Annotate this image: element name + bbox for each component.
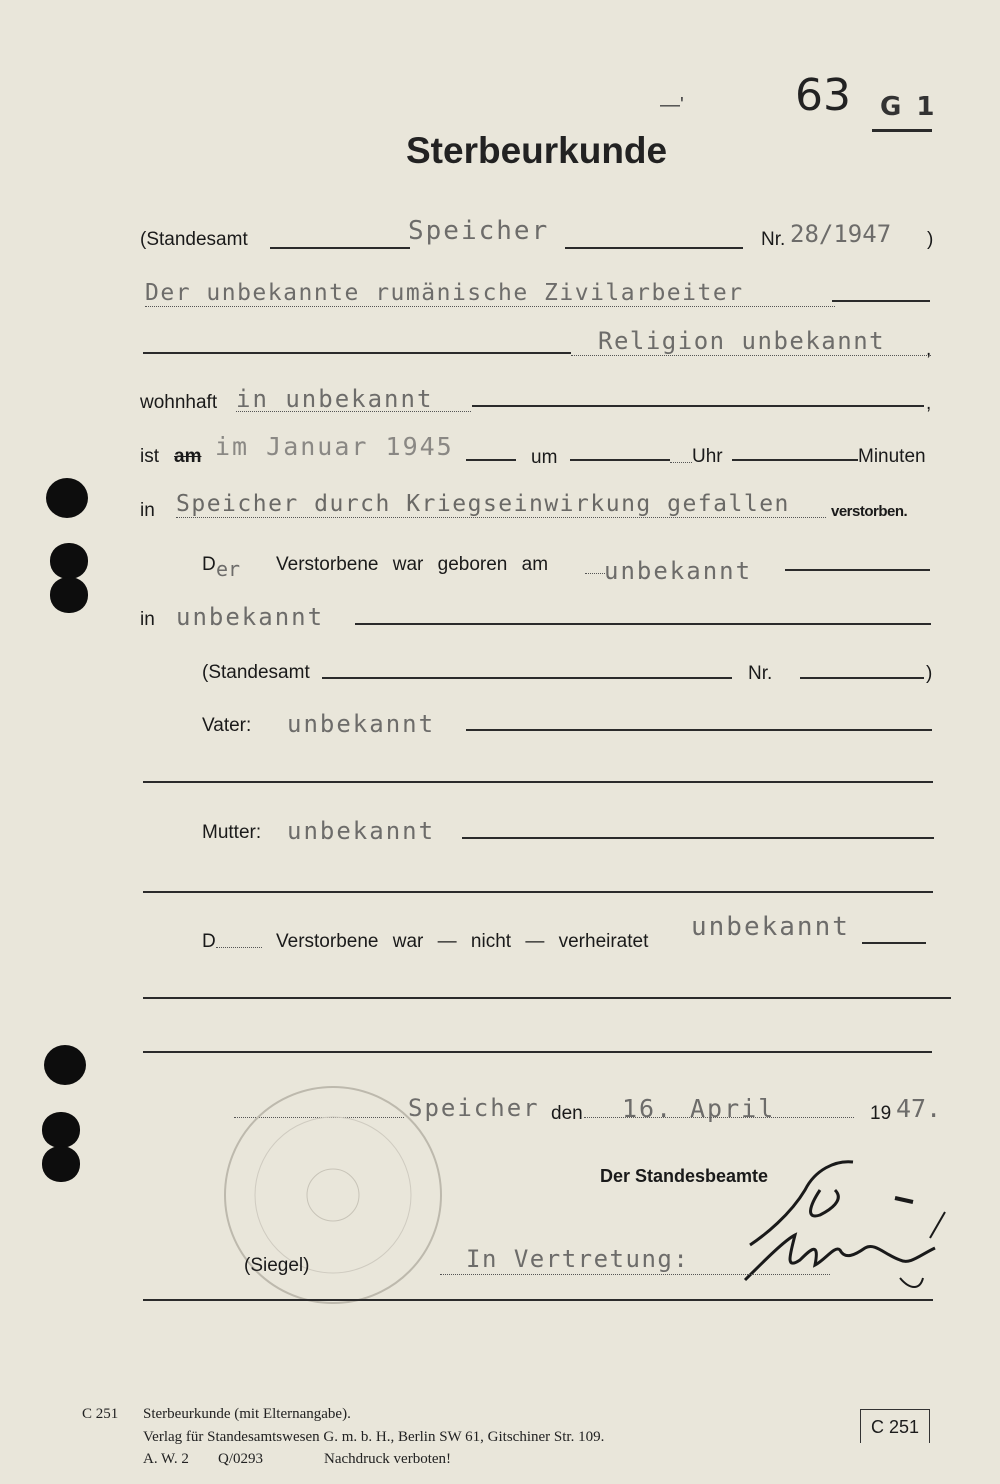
deputy-value: In Vertretung:: [466, 1245, 690, 1273]
underline: [143, 352, 571, 354]
dotted-line: [440, 1274, 830, 1275]
official-label: Der Standesbeamte: [600, 1166, 769, 1186]
punch-hole: [44, 1045, 86, 1085]
ist-label: ist: [140, 446, 159, 467]
footer-box-label: C 251: [860, 1409, 930, 1443]
dotted-line: [670, 462, 692, 463]
underline: [800, 677, 924, 679]
deceased-name: Der unbekannte rumänische Zivilarbeiter: [145, 280, 744, 306]
underline: [570, 459, 670, 461]
birth-registry-close: ): [926, 663, 933, 684]
underline: [472, 405, 924, 407]
marital-value: unbekannt: [691, 912, 850, 942]
mother-value: unbekannt: [287, 817, 436, 845]
dash-mark: —': [660, 94, 684, 116]
den-label: den: [551, 1103, 583, 1124]
birth-nr-label: Nr.: [748, 663, 773, 684]
dotted-line: [145, 306, 835, 307]
underline: [322, 677, 732, 679]
signature-place: Speicher: [408, 1094, 540, 1122]
underline: [143, 997, 951, 999]
seal-label: (Siegel): [244, 1255, 310, 1276]
underline: [143, 1051, 932, 1053]
dotted-line: [216, 947, 262, 948]
dotted-line: [176, 517, 826, 518]
death-place: Speicher durch Kriegseinwirkung gefallen: [176, 491, 790, 517]
dotted-line: [236, 411, 471, 412]
birth-label: Verstorbene war geboren am: [276, 554, 549, 575]
year-prefix: 19: [870, 1103, 892, 1124]
uhr-label: Uhr: [692, 446, 723, 467]
minuten-label: Minuten: [858, 446, 926, 467]
punch-hole-double: [50, 543, 88, 613]
birth-d-typed: er: [216, 557, 241, 581]
underline: [355, 623, 931, 625]
religion: Religion unbekannt: [598, 327, 886, 355]
footer-line2: Verlag für Standesamtswesen G. m. b. H., Berlin SW 61, Gitschiner Str. 109.: [143, 1429, 605, 1445]
underline: [832, 300, 930, 302]
underline: [466, 729, 932, 731]
form-code: G 1: [880, 92, 938, 122]
footer-line3a: A. W. 2: [143, 1451, 189, 1467]
birth-place: unbekannt: [176, 603, 325, 631]
footer-line3c: Nachdruck verboten!: [324, 1451, 452, 1467]
registry-name: Speicher: [408, 216, 550, 246]
um-label: um: [531, 447, 558, 468]
punch-hole-double: [42, 1112, 80, 1182]
underline: [143, 1299, 933, 1301]
death-date: im Januar 1945: [215, 432, 454, 461]
underline: [862, 942, 926, 944]
residence-suffix: ,: [926, 393, 932, 414]
form-code-underline: [872, 129, 932, 132]
birth-registry-prefix: (Standesamt: [202, 662, 310, 683]
underline: [270, 247, 410, 249]
underline: [143, 781, 933, 783]
verstorben-label: verstorben.: [831, 503, 908, 520]
am-label: am: [174, 446, 202, 467]
signature-day: 16.: [622, 1094, 674, 1123]
death-in-label: in: [140, 500, 155, 521]
father-value: unbekannt: [287, 710, 436, 738]
underline: [732, 459, 858, 461]
residence-label: wohnhaft: [140, 392, 218, 413]
registry-close: ): [927, 229, 934, 250]
registry-prefix: (Standesamt: [140, 229, 248, 250]
mother-label: Mutter:: [202, 822, 262, 843]
underline: [462, 837, 934, 839]
birth-date: unbekannt: [604, 557, 753, 585]
registry-nr-label: Nr.: [761, 229, 786, 250]
punch-hole: [46, 478, 88, 518]
footer-code: C 251: [82, 1406, 119, 1422]
birth-d-label: D: [202, 554, 216, 575]
underline: [466, 459, 516, 461]
number-mark: 63: [795, 70, 851, 121]
underline: [143, 891, 933, 893]
marital-d-label: D: [202, 931, 216, 952]
religion-suffix: ,: [926, 339, 932, 360]
dotted-line: [571, 355, 931, 356]
signature-month: April: [690, 1094, 776, 1123]
residence-value: in unbekannt: [236, 385, 434, 413]
year-value: 47.: [896, 1094, 942, 1123]
birth-in-label: in: [140, 609, 155, 630]
footer-line1: Sterbeurkunde (mit Elternangabe).: [143, 1406, 351, 1422]
marital-label: Verstorbene war — nicht — verheiratet: [276, 931, 649, 952]
document-title: Sterbeurkunde: [406, 130, 668, 171]
registry-nr-value: 28/1947: [790, 220, 892, 248]
dotted-line: [585, 573, 605, 574]
underline: [785, 569, 930, 571]
underline: [565, 247, 743, 249]
handwritten-signature: [735, 1150, 955, 1300]
footer-line3b: Q/0293: [218, 1451, 263, 1467]
father-label: Vater:: [202, 715, 252, 736]
